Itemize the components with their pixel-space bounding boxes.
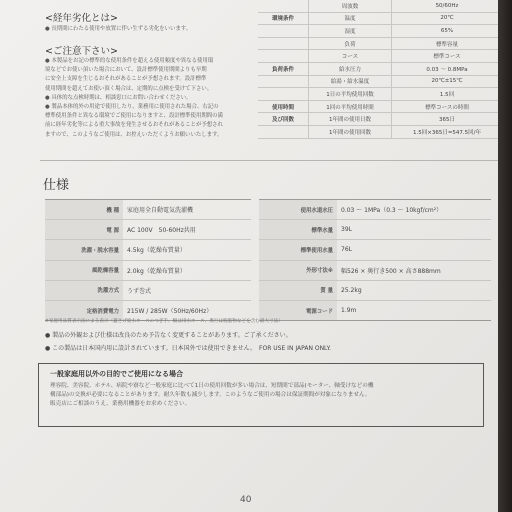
table-row	[258, 25, 502, 38]
condition-key: 周波数	[309, 0, 392, 12]
condition-value: 20℃	[392, 12, 503, 25]
group-label: 環境条件	[258, 12, 309, 25]
group-label	[258, 88, 309, 101]
spec-key: 洗濯・脱水容量	[45, 240, 123, 260]
condition-value: 1.5回	[392, 88, 503, 101]
spec-key: 使用水道水圧	[259, 200, 337, 220]
notice-line: 理容院、美容院、ホテル、病院や寮など一般家庭に比べて1日の使用回数が多い場合は、短期間で部品(モーター、軸受けなどの機	[50, 383, 374, 389]
condition-key: 1年間の使用日数	[309, 113, 392, 126]
condition-value: 0.03 ～ 0.8MPa	[392, 62, 503, 75]
aging-text	[45, 25, 255, 34]
spec-table-left	[45, 199, 251, 321]
spec-key: 電源コード	[259, 300, 337, 320]
spec-heading: 仕様	[43, 178, 70, 193]
group-label	[258, 37, 309, 50]
group-label: 及び回数	[258, 113, 309, 126]
condition-key: 温度	[309, 12, 392, 25]
condition-key: 負荷	[309, 37, 392, 50]
caution-line: 前に経年劣化等による重大事故を発生させるおそれがあることが予想され	[45, 122, 223, 129]
table-row	[259, 300, 491, 320]
condition-value: 365日	[392, 113, 503, 126]
spec-value: 4.5kg（乾燥布質量）	[123, 240, 251, 260]
spec-key: 標準水量	[259, 220, 337, 240]
background-edge	[498, 0, 512, 512]
spec-value: うず巻式	[123, 280, 251, 300]
condition-value: 1.5回×365日=547.5回/年	[392, 125, 503, 138]
spec-value: 76L	[337, 240, 491, 260]
table-row	[258, 88, 502, 101]
table-row	[258, 50, 502, 63]
table-row	[258, 62, 502, 75]
condition-value: 標準コースの時間	[392, 100, 503, 113]
note-line: ● 製品の外観および仕様は改良のため予告なく変更することがあります。ご了承ください。	[45, 332, 292, 339]
spec-value: 25.2kg	[337, 280, 491, 300]
caution-line: ● 具体的な点検時期は、相談窓口にお問い合わせください。	[45, 94, 192, 101]
caution-line: ● 製品本体的外の用途で使用したり、業務用に使用された場合、右記の	[45, 104, 219, 111]
table-row	[259, 280, 491, 300]
note-line: ● この製品は日本国内用に設計されています。日本国外では使用できません。 FOR USE IN JAPAN ONLY.	[45, 345, 331, 352]
group-label	[258, 0, 309, 12]
spec-footnote: ※家庭用品質表示法による表示（蓋さげ給水ホースのつぎ手、幅は排水ホース、奥行は脱脂物などを含む最大寸法）	[45, 319, 283, 324]
condition-key: 1日の平均使用回数	[309, 88, 392, 101]
condition-key: 1年間の使用回数	[309, 125, 392, 138]
spec-key: 機 種	[45, 200, 123, 220]
condition-key: 給水圧力	[309, 62, 392, 75]
table-row	[45, 280, 251, 300]
table-row	[259, 220, 491, 240]
spec-key: 外形寸法※	[259, 260, 337, 280]
table-row	[258, 12, 502, 25]
caution-line: 使用期間を超えてお使い頂く場合は、定期的に点検を受けて下さい。	[45, 85, 213, 92]
section-divider	[40, 160, 500, 161]
spec-value: 1.9m	[337, 300, 491, 320]
caution-line: 境などでお使い頂いた場合において、設計標準使用期間よりも早期	[45, 67, 207, 74]
page-number: 40	[240, 495, 252, 505]
spec-key: 標準使用水量	[259, 240, 337, 260]
spec-table-right	[259, 199, 491, 321]
spec-key: 洗濯方式	[45, 280, 123, 300]
table-row	[259, 260, 491, 280]
caution-line: に安全上支障を生じるおそれがあることが予想されます。設計標準	[45, 76, 207, 83]
group-label	[258, 25, 309, 38]
condition-value: 標準容量	[392, 37, 503, 50]
spec-key: 風乾燥容量	[45, 260, 123, 280]
aging-line: ● 長期間にわたる使用や放置に伴い生ずる劣化をいいます。	[45, 26, 192, 32]
spec-key: 定格消費電力	[45, 300, 123, 320]
spec-key: 電 源	[45, 220, 123, 240]
spec-value: 幅526 × 奥行き500 × 高さ888mm	[337, 260, 491, 280]
caution-text	[45, 57, 255, 140]
table-row	[258, 125, 502, 138]
group-label: 負荷条件	[258, 62, 309, 75]
table-row	[258, 113, 502, 126]
spec-value: AC 100V 50-60Hz共用	[123, 220, 251, 240]
commercial-use-notice	[38, 363, 484, 427]
notice-line: 構部品)の交換が必要になることがあります。耐久年数も減少します。このようなご使用の場合は保証期間が対象になりません。	[50, 392, 371, 398]
table-row	[259, 240, 491, 260]
condition-value: 20℃±15℃	[392, 75, 503, 88]
table-row	[45, 220, 251, 240]
spec-value: 215W / 285W（50Hz/60Hz）	[123, 300, 251, 320]
group-label: 使用時間	[258, 100, 309, 113]
caution-line: ● 本製品をお記の標準的な使用条件を超える使用頻度や異なる使用環	[45, 58, 214, 64]
condition-key: 湿度	[309, 25, 392, 38]
usage-conditions-table	[258, 0, 502, 139]
table-row	[45, 240, 251, 260]
table-row	[259, 200, 491, 220]
spec-value: 2.0kg（乾燥布質量）	[123, 260, 251, 280]
spec-value: 家庭用全自動電気洗濯機	[123, 200, 251, 220]
condition-key: 1回の平均使用時間	[309, 100, 392, 113]
table-row	[258, 37, 502, 50]
spec-value: 0.03 ～ 1MPa（0.3 ～ 10kgf/cm²）	[337, 200, 491, 220]
caution-line: 標準使用条件と異なる環境でご使用になりますと、設計標準使用期間の満	[45, 113, 223, 120]
table-row	[258, 100, 502, 113]
notice-title: 一般家庭用以外の目的でご使用になる場合	[50, 370, 183, 378]
table-row	[258, 0, 502, 12]
group-label	[258, 125, 309, 138]
spec-key: 質 量	[259, 280, 337, 300]
caution-line: ますので、このようなご使用は、お控えいただくようお願いいたします。	[45, 131, 223, 138]
table-row	[258, 75, 502, 88]
group-label	[258, 50, 309, 63]
condition-value: 65%	[392, 25, 503, 38]
condition-value: 標準コース	[392, 50, 503, 63]
notice-text	[50, 382, 476, 409]
caution-heading: <ご注意下さい>	[45, 46, 118, 57]
notice-line: 販売店にご相談のうえ、業務用機器をお求めください。	[50, 401, 191, 407]
condition-key: 給湯・給水温度	[309, 75, 392, 88]
spec-value: 39L	[337, 220, 491, 240]
table-row	[45, 260, 251, 280]
condition-key: コース	[309, 50, 392, 63]
group-label	[258, 75, 309, 88]
table-row	[45, 200, 251, 220]
condition-value: 50/60Hz	[392, 0, 503, 12]
aging-heading: <経年劣化とは>	[45, 13, 118, 24]
